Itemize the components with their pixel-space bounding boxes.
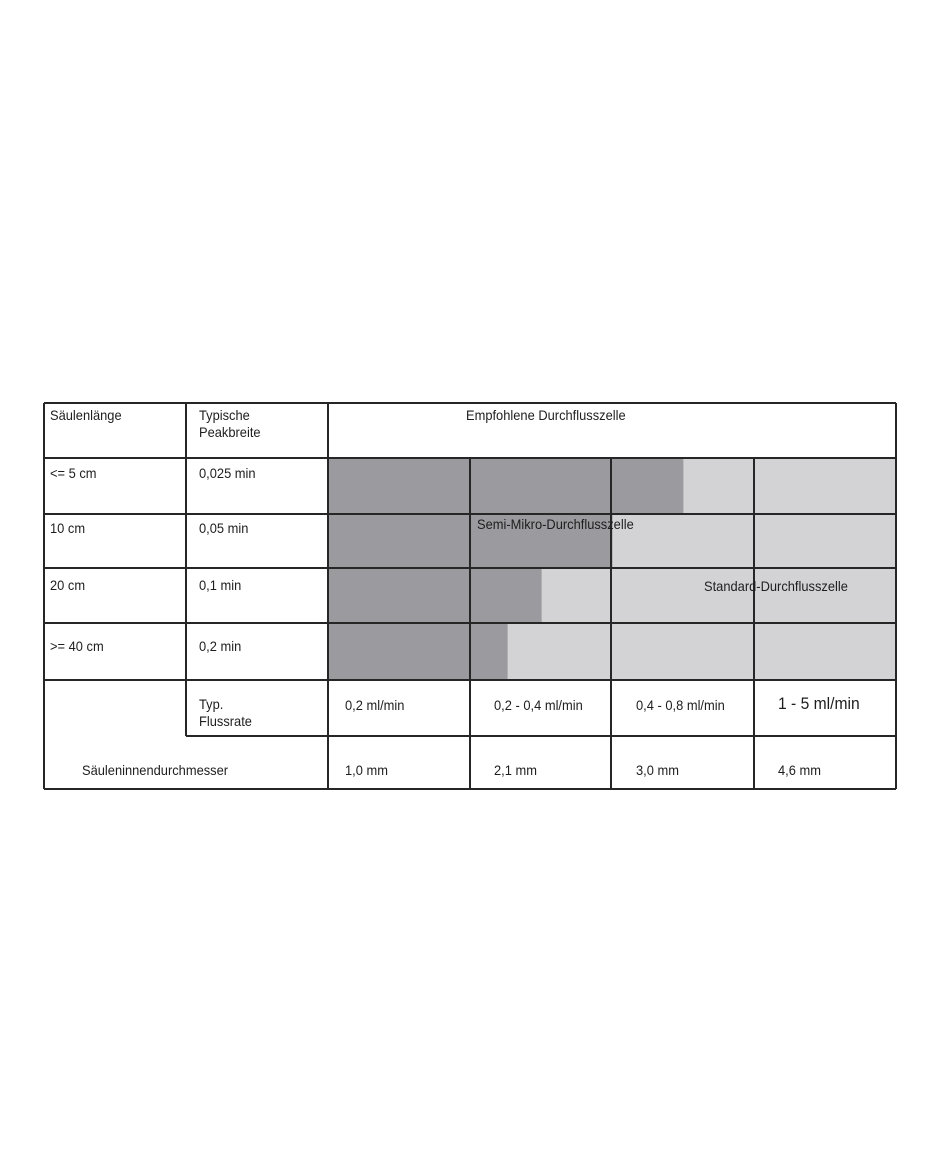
header-column-length: Säulenlänge bbox=[50, 407, 122, 423]
row-peak-width-1: 0,025 min bbox=[199, 465, 256, 481]
semi-micro-cell-zone-row-1 bbox=[329, 458, 683, 514]
flow-rate-label-line2: Flussrate bbox=[199, 713, 252, 729]
flow-rate-value-2: 0,2 - 0,4 ml/min bbox=[494, 697, 583, 713]
row-length-3: 20 cm bbox=[50, 577, 86, 593]
flow-rate-value-3: 0,4 - 0,8 ml/min bbox=[636, 697, 725, 713]
semi-micro-cell-zone-row-4 bbox=[329, 623, 508, 680]
row-length-1: <= 5 cm bbox=[50, 465, 97, 481]
row-peak-width-4: 0,2 min bbox=[199, 638, 242, 654]
semi-micro-cell-zone-row-3 bbox=[329, 568, 542, 623]
inner-diameter-value-2: 2,1 mm bbox=[494, 762, 537, 778]
flow-rate-value-1: 0,2 ml/min bbox=[345, 697, 405, 713]
inner-diameter-value-4: 4,6 mm bbox=[778, 762, 821, 778]
flow-rate-value-4: 1 - 5 ml/min bbox=[778, 694, 860, 713]
header-peak-width-line2: Peakbreite bbox=[199, 424, 261, 440]
inner-diameter-label: Säuleninnendurchmesser bbox=[82, 762, 229, 778]
inner-diameter-value-3: 3,0 mm bbox=[636, 762, 679, 778]
header-recommended-flow-cell: Empfohlene Durchflusszelle bbox=[466, 407, 626, 423]
flow-rate-label-line1: Typ. bbox=[199, 696, 224, 712]
inner-diameter-value-1: 1,0 mm bbox=[345, 762, 388, 778]
zone-label-semi-micro: Semi-Mikro-Durchflusszelle bbox=[477, 516, 634, 532]
row-peak-width-2: 0,05 min bbox=[199, 520, 249, 536]
row-length-2: 10 cm bbox=[50, 520, 86, 536]
row-peak-width-3: 0,1 min bbox=[199, 577, 242, 593]
header-peak-width-line1: Typische bbox=[199, 407, 250, 423]
row-length-4: >= 40 cm bbox=[50, 638, 104, 654]
zone-label-standard: Standard-Durchflusszelle bbox=[704, 578, 848, 594]
